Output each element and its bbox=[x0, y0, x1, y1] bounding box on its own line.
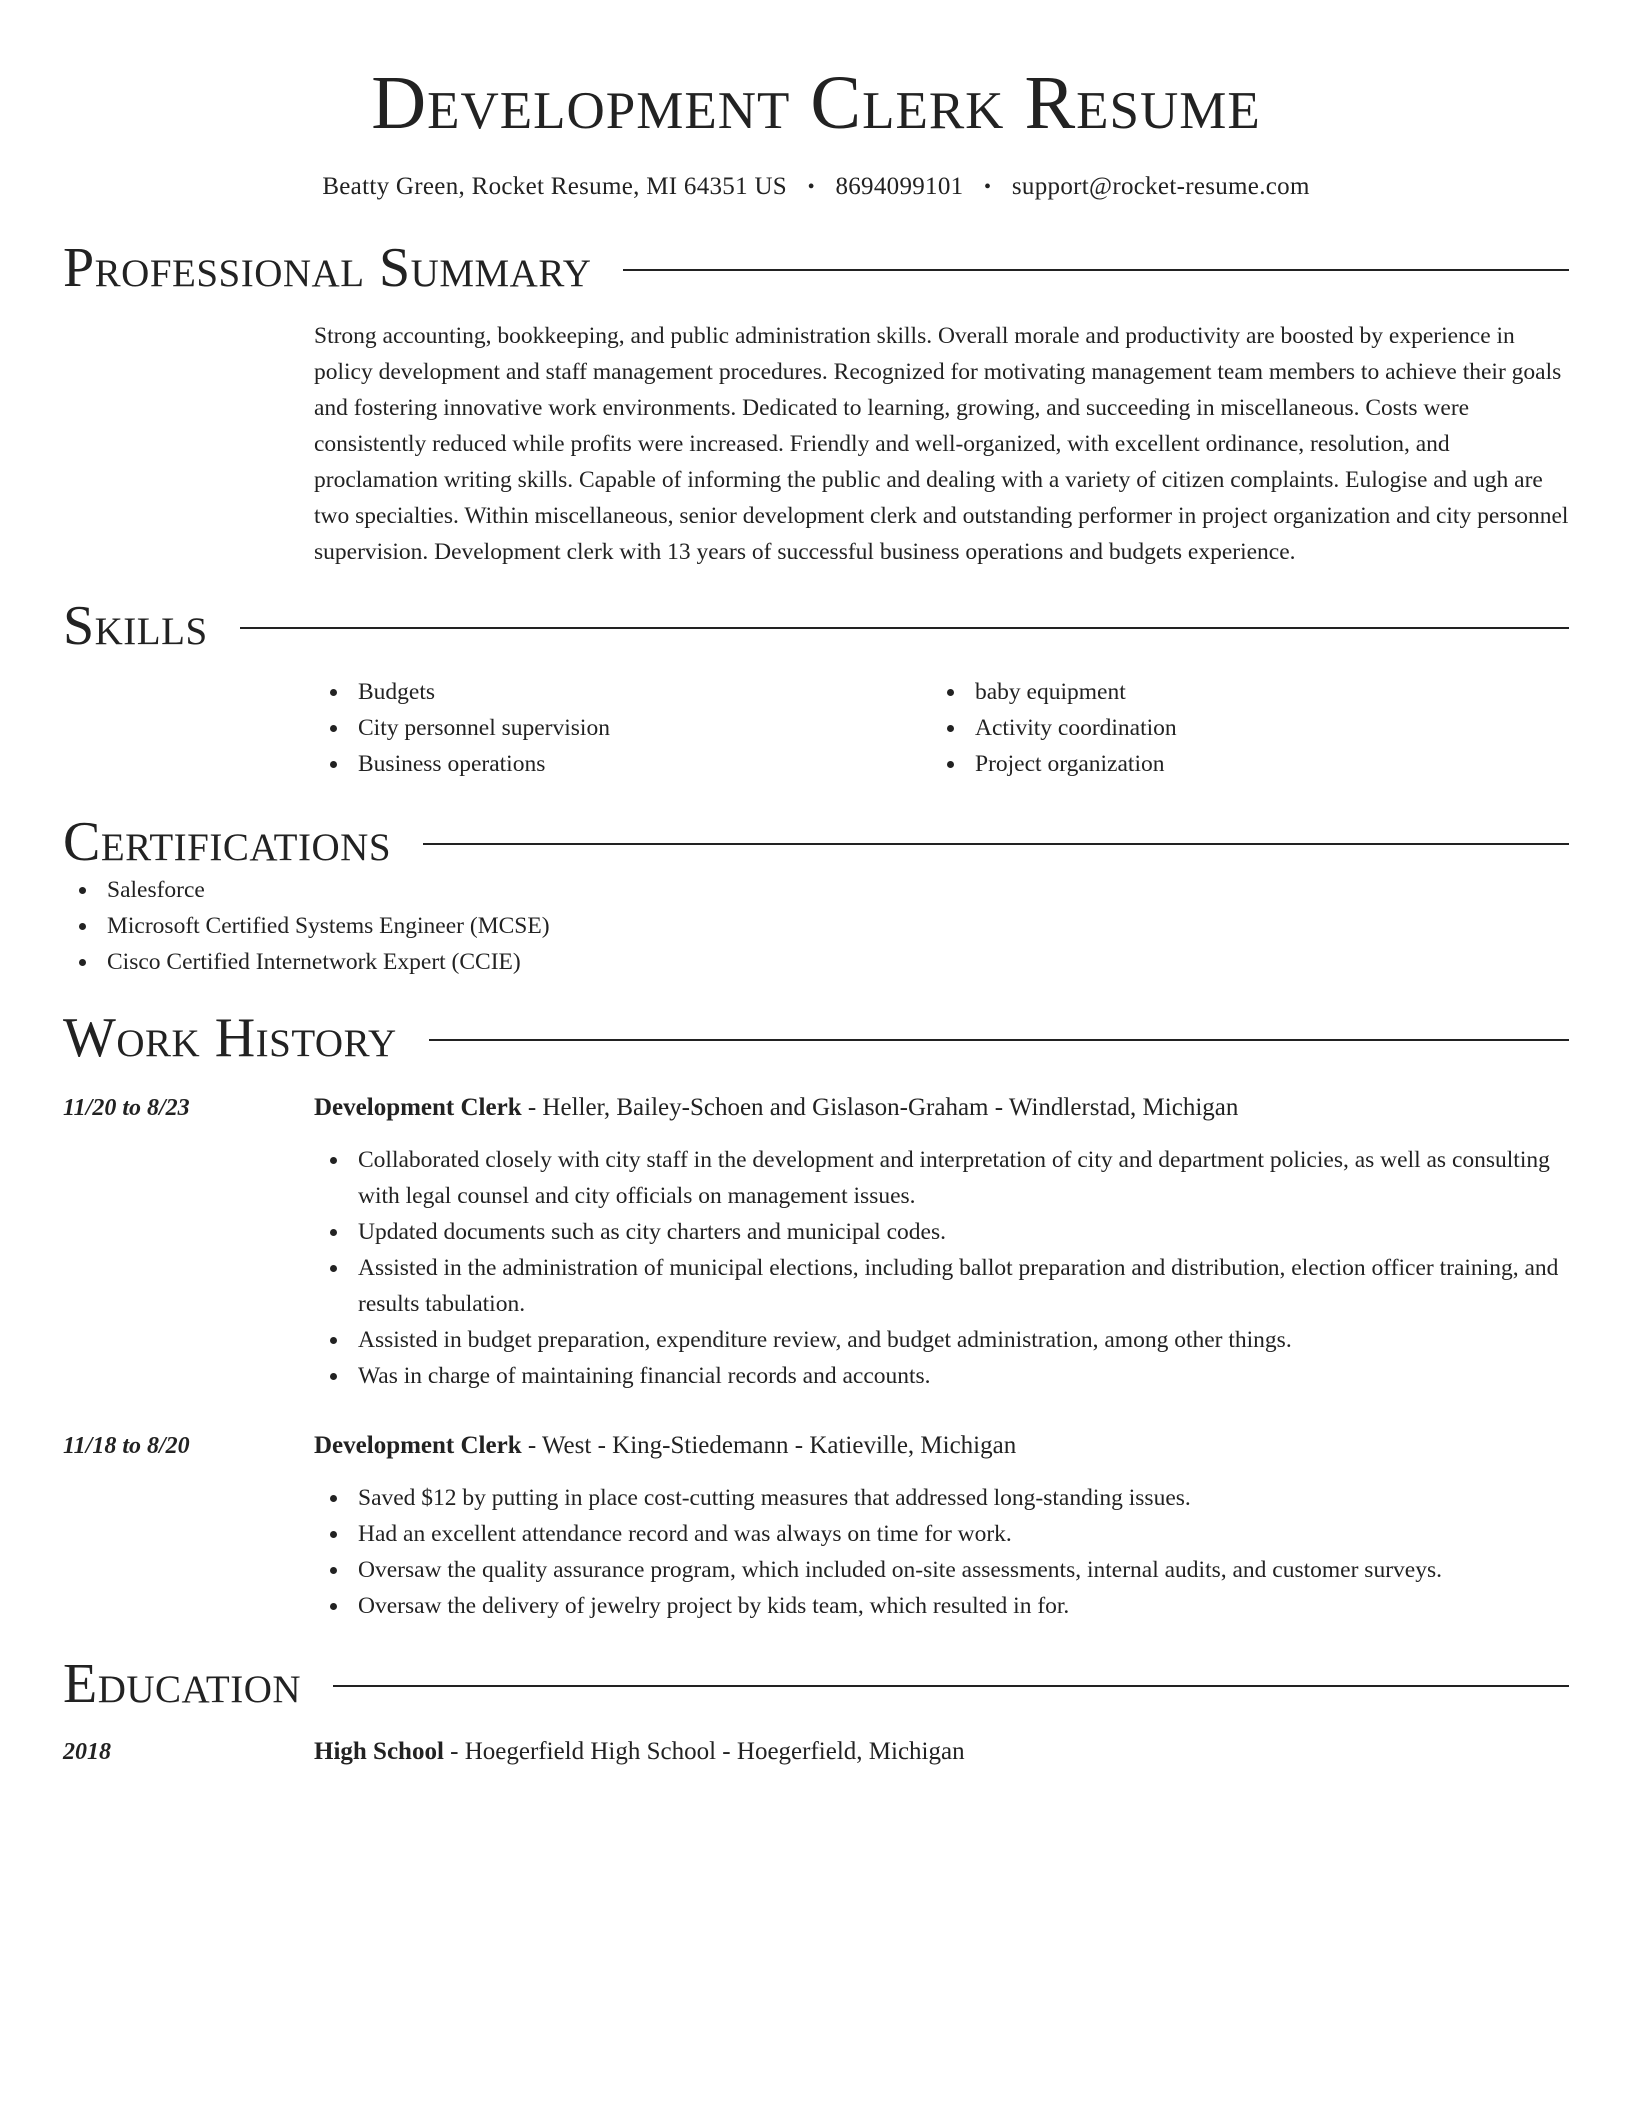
list-item: Cisco Certified Internetwork Expert (CCIE) bbox=[63, 944, 1569, 980]
section-divider bbox=[623, 269, 1569, 271]
list-item: Microsoft Certified Systems Engineer (MCSE) bbox=[63, 908, 1569, 944]
list-item: Was in charge of maintaining financial records and accounts. bbox=[314, 1358, 1569, 1394]
education-heading: Education bbox=[63, 1653, 302, 1715]
list-item: Updated documents such as city charters and municipal codes. bbox=[314, 1214, 1569, 1250]
work-role: Development Clerk bbox=[314, 1432, 522, 1459]
skills-list-right bbox=[931, 674, 1548, 782]
list-item: Activity coordination bbox=[931, 710, 1548, 746]
list-item: Had an excellent attendance record and was always on time for work. bbox=[314, 1516, 1569, 1552]
summary-text: Strong accounting, bookkeeping, and public administration skills. Overall morale and productivity are boosted by experience in policy development and staff management procedures. Recognized for motivating management team members to achieve their goals and fostering innovative work environments. Dedicated to learning, growing, and succeeding in miscellaneous. Costs were consistently reduced while profits were increased. Friendly and well-organized, with excellent ordinance, resolution, and proclamation writing skills. Capable of informing the public and dealing with a variety of citizen complaints. Eulogise and ugh are two specialties. Within miscellaneous, senior development clerk and outstanding performer in project organization and city personnel supervision. Development clerk with 13 years of successful business operations and budgets experience. bbox=[314, 323, 1569, 565]
work-body bbox=[314, 1090, 1569, 1394]
work-heading-line bbox=[314, 1428, 1569, 1464]
list-item: Collaborated closely with city staff in the development and interpretation of city and department policies, as well as consulting with legal counsel and city officials on management issues. bbox=[314, 1142, 1569, 1214]
contact-separator: • bbox=[984, 176, 992, 198]
list-item: Saved $12 by putting in place cost-cutting measures that addressed long-standing issues. bbox=[314, 1480, 1569, 1516]
skills-section-header bbox=[63, 596, 1569, 656]
work-heading-line bbox=[314, 1090, 1569, 1126]
list-item: City personnel supervision bbox=[314, 710, 931, 746]
education-school: - Hoegerfield High School - Hoegerfield, Michigan bbox=[443, 1738, 965, 1765]
contact-phone: 8694099101 bbox=[835, 173, 964, 200]
list-item: Assisted in budget preparation, expenditure review, and budget administration, among other things. bbox=[314, 1322, 1569, 1358]
education-entry bbox=[63, 1734, 1569, 1770]
list-item: Budgets bbox=[314, 674, 931, 710]
work-section-header bbox=[63, 1008, 1569, 1068]
work-date: 11/20 to 8/23 bbox=[63, 1095, 190, 1121]
education-date: 2018 bbox=[63, 1739, 111, 1765]
list-item: Salesforce bbox=[63, 872, 1569, 908]
certifications-list bbox=[63, 872, 1569, 980]
skills-list-left bbox=[314, 674, 931, 782]
section-divider bbox=[423, 843, 1569, 845]
work-bullets bbox=[314, 1142, 1569, 1394]
section-divider bbox=[333, 1685, 1569, 1687]
certifications-section-header bbox=[63, 812, 1569, 872]
section-divider bbox=[429, 1039, 1569, 1041]
work-employer: - Heller, Bailey-Schoen and Gislason-Graham - Windlerstad, Michigan bbox=[521, 1094, 1239, 1121]
contact-separator: • bbox=[807, 176, 815, 198]
list-item: Assisted in the administration of municipal elections, including ballot preparation and distribution, election officer training, and results tabulation. bbox=[314, 1250, 1569, 1322]
certifications-heading: Certifications bbox=[63, 811, 392, 873]
contact-email: support@rocket-resume.com bbox=[1011, 173, 1310, 200]
work-entry bbox=[63, 1090, 1569, 1394]
work-date: 11/18 to 8/20 bbox=[63, 1433, 190, 1459]
resume-title: Development Clerk Resume bbox=[371, 61, 1261, 145]
contact-address: Beatty Green, Rocket Resume, MI 64351 US bbox=[322, 173, 788, 200]
summary-section-header bbox=[63, 238, 1569, 298]
education-degree: High School bbox=[314, 1738, 444, 1765]
work-employer: - West - King-Stiedemann - Katieville, Michigan bbox=[521, 1432, 1017, 1459]
list-item: baby equipment bbox=[931, 674, 1548, 710]
list-item: Business operations bbox=[314, 746, 931, 782]
skills-grid bbox=[314, 674, 1569, 782]
education-heading-line bbox=[314, 1734, 1569, 1770]
work-bullets bbox=[314, 1480, 1569, 1624]
skills-heading: Skills bbox=[63, 595, 208, 657]
list-item: Oversaw the quality assurance program, which included on-site assessments, internal audits, and customer surveys. bbox=[314, 1552, 1569, 1588]
section-divider bbox=[240, 627, 1569, 629]
work-body bbox=[314, 1428, 1569, 1624]
list-item: Oversaw the delivery of jewelry project by kids team, which resulted in for. bbox=[314, 1588, 1569, 1624]
work-entry bbox=[63, 1428, 1569, 1624]
list-item: Project organization bbox=[931, 746, 1548, 782]
education-body bbox=[314, 1734, 1569, 1770]
work-heading: Work History bbox=[63, 1007, 397, 1069]
education-section-header bbox=[63, 1654, 1569, 1714]
contact-line bbox=[63, 172, 1569, 202]
summary-heading: Professional Summary bbox=[63, 237, 592, 299]
work-role: Development Clerk bbox=[314, 1094, 522, 1121]
